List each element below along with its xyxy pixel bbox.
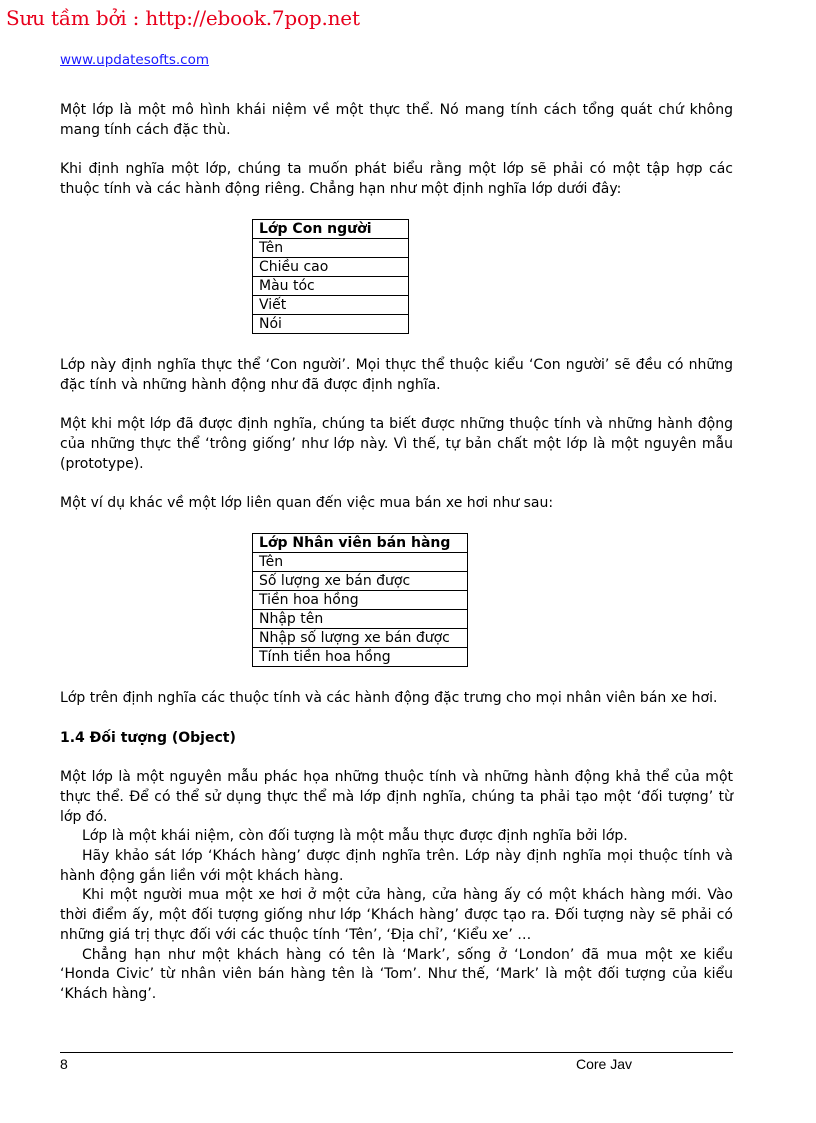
page-number: 8 (60, 1056, 68, 1072)
class-table-con-nguoi (252, 219, 409, 334)
paragraph: Một lớp là một nguyên mẫu phác họa những thuộc tính và những hành động khả thể của một thực thể. Để có thể sử dụng thực thể mà lớp định nghĩa, chúng ta phải tạo một ‘đối tượng’ từ lớp đó. (60, 769, 733, 825)
table-cell: Nói (253, 315, 409, 334)
table-cell: Tiền hoa hồng (253, 591, 468, 610)
paragraph: Hãy khảo sát lớp ‘Khách hàng’ được định nghĩa trên. Lớp này định nghĩa mọi thuộc tính và hành động gắn liền với một khách hàng. (60, 848, 733, 884)
watermark-text: Sưu tầm bởi : http://ebook.7pop.net (6, 6, 360, 30)
table-cell: Tên (253, 239, 409, 258)
paragraph: Một lớp là một mô hình khái niệm về một thực thể. Nó mang tính cách tổng quát chứ không mang tính cách đặc thù. (60, 102, 733, 138)
paragraph: Lớp này định nghĩa thực thể ‘Con người’. Mọi thực thể thuộc kiểu ‘Con người’ sẽ đều có những đặc tính và những hành động như đã được định nghĩa. (60, 357, 733, 393)
table-cell: Số lượng xe bán được (253, 572, 468, 591)
table-cell: Viết (253, 296, 409, 315)
table-cell: Nhập số lượng xe bán được (253, 629, 468, 648)
paragraph: Một khi một lớp đã được định nghĩa, chúng ta biết được những thuộc tính và những hành động của những thực thể ‘trông giống’ như lớp này. Vì thế, tự bản chất một lớp là một nguyên mẫu (prototype). (60, 416, 733, 472)
paragraph: Lớp là một khái niệm, còn đối tượng là một mẫu thực được định nghĩa bởi lớp. (82, 828, 628, 845)
book-title: Core Jav (576, 1056, 633, 1072)
paragraph: Khi một người mua một xe hơi ở một cửa hàng, cửa hàng ấy có một khách hàng mới. Vào thời điểm ấy, một đối tượng giống như lớp ‘Khách hàng’ được tạo ra. Đối tượng này sẽ phải có những giá trị thực đối với các thuộc tính ‘Tên’, ‘Địa chỉ’, ‘Kiểu xe’ … (60, 887, 733, 943)
table-header: Lớp Con người (253, 220, 409, 239)
paragraph: Chẳng hạn như một khách hàng có tên là ‘Mark’, sống ở ‘London’ đã mua một xe kiểu ‘Honda Civic’ từ nhân viên bán hàng tên là ‘Tom’. Như thế, ‘Mark’ là một đối tượng của kiểu ‘Khách hàng’. (60, 946, 733, 1002)
paragraph: Khi định nghĩa một lớp, chúng ta muốn phát biểu rằng một lớp sẽ phải có một tập hợp các thuộc tính và các hành động riêng. Chẳng hạn như một định nghĩa lớp dưới đây: (60, 161, 733, 197)
table-cell: Chiều cao (253, 258, 409, 277)
table-cell: Tên (253, 553, 468, 572)
class-table-nhan-vien (252, 533, 468, 667)
footer-divider (60, 1052, 733, 1053)
paragraph: Lớp trên định nghĩa các thuộc tính và các hành động đặc trưng cho mọi nhân viên bán xe hơi. (60, 690, 718, 707)
site-link[interactable]: www.updatesofts.com (60, 52, 210, 68)
table-cell: Màu tóc (253, 277, 409, 296)
table-cell: Nhập tên (253, 610, 468, 629)
paragraph: Một ví dụ khác về một lớp liên quan đến việc mua bán xe hơi như sau: (60, 495, 554, 512)
section-heading: 1.4 Đối tượng (Object) (60, 729, 236, 746)
page-content (60, 101, 733, 1005)
table-header: Lớp Nhân viên bán hàng (253, 534, 468, 553)
table-cell: Tính tiền hoa hồng (253, 648, 468, 667)
